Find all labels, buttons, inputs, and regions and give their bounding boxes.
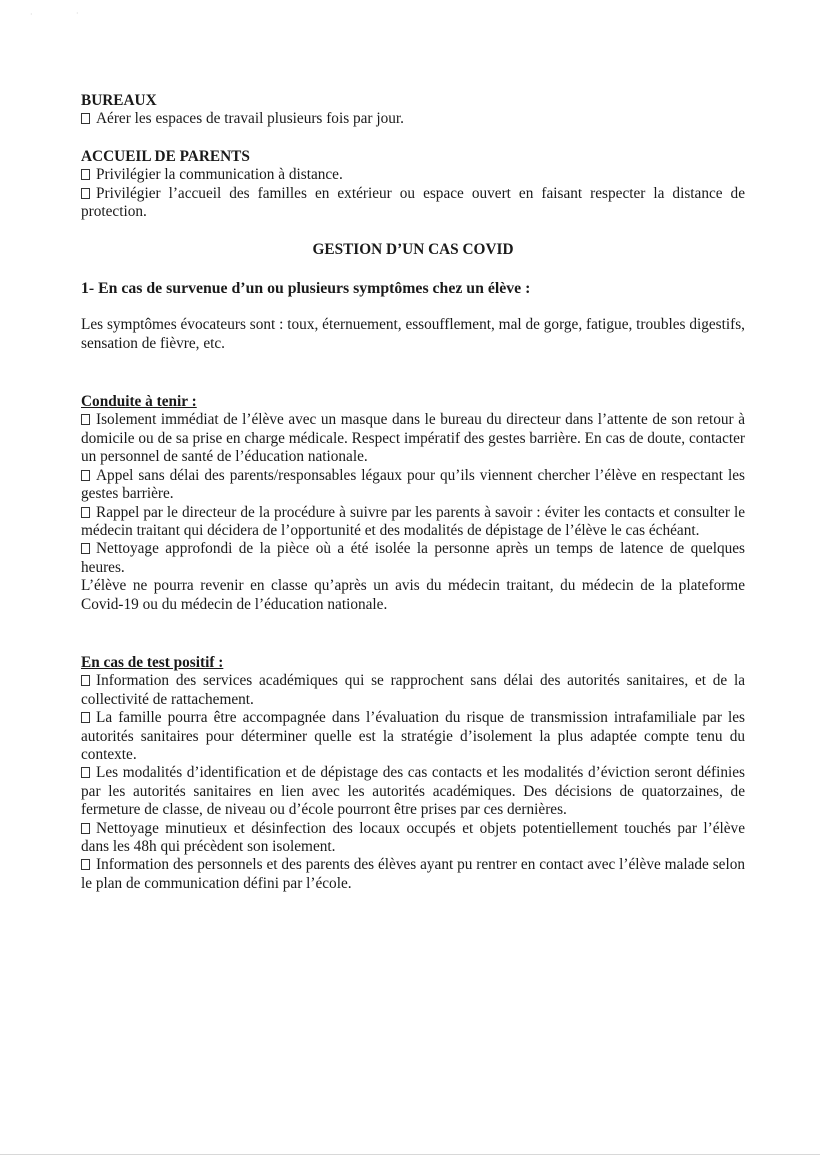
checkbox-icon <box>81 675 90 686</box>
conduite-item <box>81 467 745 504</box>
checkbox-icon <box>81 414 90 425</box>
checkbox-icon <box>81 169 90 180</box>
checkbox-icon <box>81 470 90 481</box>
scan-bottom-edge <box>0 1154 820 1155</box>
checkbox-icon <box>81 188 90 199</box>
test-positif-item-text: La famille pourra être accompagnée dans l’évaluation du risque de transmission intrafamiliale par les autorités sanitaires pour déterminer quelle est la stratégie d’isolement la plus adaptée compte tenu du contexte. <box>81 709 745 763</box>
bureaux-item-text: Aérer les espaces de travail plusieurs fois par jour. <box>96 110 404 128</box>
conduite-item-text: Nettoyage approfondi de la pièce où a été isolée la personne après un temps de latence de quelques heures. <box>81 540 745 576</box>
conduite-item <box>81 411 745 466</box>
conduite-heading: Conduite à tenir : <box>81 393 197 411</box>
checkbox-icon <box>81 859 90 870</box>
accueil-item-text: Privilégier la communication à distance. <box>96 166 343 184</box>
document-page <box>81 92 745 893</box>
test-positif-item-text: Information des personnels et des parents des élèves ayant pu rentrer en contact avec l’élève malade selon le plan de communication défini par l’école. <box>81 856 745 892</box>
test-positif-heading: En cas de test positif : <box>81 653 224 671</box>
test-positif-item <box>81 764 745 819</box>
conduite-closing: L’élève ne pourra revenir en classe qu’après un avis du médecin traitant, du médecin de la plateforme Covid-19 ou du médecin de l’éducation nationale. <box>81 577 745 613</box>
bureaux-heading: BUREAUX <box>81 92 157 109</box>
gestion-title: GESTION D’UN CAS COVID <box>312 241 514 259</box>
section1-intro: Les symptômes évocateurs sont : toux, éternuement, essoufflement, mal de gorge, fatigue, troubles digestifs, sensation de fièvre, etc. <box>81 316 745 352</box>
conduite-item <box>81 504 745 541</box>
conduite-item-text: Appel sans délai des parents/responsables légaux pour qu’ils viennent chercher l’élève en respectant les gestes barrière. <box>81 466 745 503</box>
test-positif-item <box>81 820 745 857</box>
checkbox-icon <box>81 543 90 554</box>
test-positif-item <box>81 672 745 709</box>
checkbox-icon <box>81 767 90 778</box>
conduite-item <box>81 540 745 577</box>
test-positif-item <box>81 856 745 893</box>
accueil-heading: ACCUEIL DE PARENTS <box>81 147 250 165</box>
scan-speck: · <box>30 10 33 19</box>
conduite-item-text: Rappel par le directeur de la procédure à suivre par les parents à savoir : éviter les contacts et consulter le médecin traitant qui décidera de l’opportunité et des modalités de dépistage de l’élève le cas échéant. <box>81 503 745 539</box>
test-positif-item-text: Information des services académiques qui se rapprochent sans délai des autorités sanitaires, et de la collectivité de rattachement. <box>81 672 745 708</box>
bureaux-item <box>81 110 745 128</box>
section1-heading: 1- En cas de survenue d’un ou plusieurs symptômes chez un élève : <box>81 279 531 297</box>
test-positif-item-text: Nettoyage minutieux et désinfection des locaux occupés et objets potentiellement touchés par l’élève dans les 48h qui précèdent son isolement. <box>81 819 745 855</box>
checkbox-icon <box>81 823 90 834</box>
checkbox-icon <box>81 712 90 723</box>
accueil-item <box>81 166 745 184</box>
accueil-item-text: Privilégier l’accueil des familles en extérieur ou espace ouvert en faisant respecter la distance de protection. <box>81 184 745 221</box>
conduite-item-text: Isolement immédiat de l’élève avec un masque dans le bureau du directeur dans l’attente de son retour à domicile ou de sa prise en charge médicale. Respect impératif des gestes barrière. En cas de doute, contacter un personnel de santé de l’éducation nationale. <box>81 411 745 466</box>
test-positif-item-text: Les modalités d’identification et de dépistage des cas contacts et les modalités d’éviction seront définies par les autorités sanitaires en lien avec les autorités académiques. Des décisions de quatorzaines, de fermeture de classe, de niveau ou d’école pourront être prises par ces dernières. <box>81 764 745 819</box>
accueil-item <box>81 185 745 222</box>
checkbox-icon <box>81 507 90 518</box>
checkbox-icon <box>81 113 90 124</box>
scan-speck: · <box>76 9 79 18</box>
test-positif-item <box>81 709 745 764</box>
